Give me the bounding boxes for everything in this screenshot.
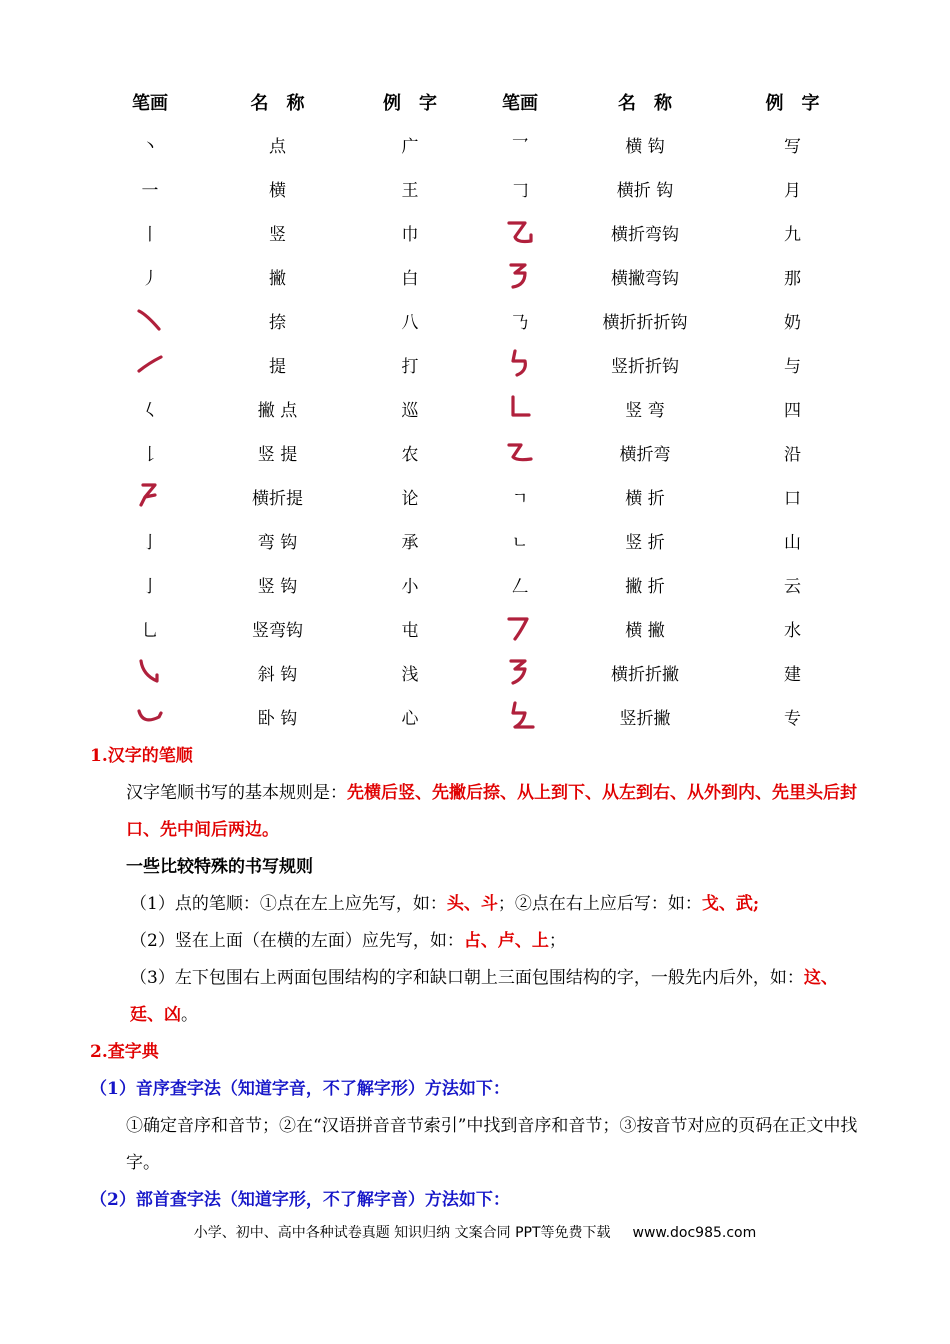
brush-stroke-icon xyxy=(503,215,537,249)
stroke-cell-2 xyxy=(475,430,565,474)
stroke-cell xyxy=(90,342,210,386)
stroke-name-cell: 点 xyxy=(269,136,286,157)
example-char-cell-2: 山 xyxy=(784,532,801,553)
example-char-cell-2: 那 xyxy=(784,268,801,289)
rules-text: 先横后竖、先撇后捺、从上到下、从左到右、从外到内、先里头后封口、先中间后两边。 xyxy=(126,783,857,840)
table-row xyxy=(90,650,860,694)
stroke-cell-2: 𠄎 xyxy=(511,312,529,333)
rule-1-text-b: ；②点在右上应后写：如： xyxy=(497,894,702,914)
stroke-cell: 丶 xyxy=(141,136,159,157)
example-char-cell: 白 xyxy=(401,268,419,289)
example-char-cell-2: 九 xyxy=(784,224,801,245)
example-char-cell-2: 口 xyxy=(784,488,801,509)
rule-1-example-a: 头、斗 xyxy=(446,894,498,914)
stroke-name-cell-2: 竖 折 xyxy=(625,532,665,553)
brush-stroke-icon xyxy=(133,347,167,381)
brush-stroke-icon xyxy=(503,259,537,293)
stroke-name-cell-2: 竖折折钩 xyxy=(611,356,679,377)
stroke-cell-2 xyxy=(475,210,565,254)
example-char-cell: 王 xyxy=(401,180,419,201)
method-2-title: （2）部首查字法（知道字形，不了解字音）方法如下： xyxy=(90,1190,510,1210)
stroke-name-cell-2: 横撇弯钩 xyxy=(611,268,679,289)
stroke-name-cell-2: 横折折折钩 xyxy=(602,312,688,333)
brush-stroke-icon xyxy=(133,699,167,733)
rule-2 xyxy=(90,923,860,960)
basic-rules xyxy=(90,775,860,849)
stroke-cell: 𡿨 xyxy=(141,400,159,421)
example-char-cell-2: 四 xyxy=(784,400,801,421)
stroke-cell-2 xyxy=(475,342,565,386)
example-char-cell: 巡 xyxy=(401,400,419,421)
stroke-name-cell-2: 横 撇 xyxy=(625,620,665,641)
table-row xyxy=(90,694,860,738)
stroke-name-cell: 撇 xyxy=(269,268,286,289)
example-char-cell: 农 xyxy=(401,444,419,465)
header-name-2: 名 称 xyxy=(618,93,672,114)
stroke-name-cell-2: 横折弯钩 xyxy=(611,224,679,245)
stroke-name-cell-2: 横 钩 xyxy=(625,136,665,157)
table-row xyxy=(90,254,860,298)
example-char-cell-2: 专 xyxy=(784,708,801,729)
stroke-cell-2 xyxy=(475,606,565,650)
table-row xyxy=(90,430,860,474)
table-row xyxy=(90,474,860,518)
stroke-cell-2: ㄴ xyxy=(511,532,529,553)
header-stroke-2: 笔画 xyxy=(502,93,538,114)
stroke-cell-2 xyxy=(475,254,565,298)
rule-3-example: 这、廷、凶 xyxy=(130,968,838,1025)
stroke-cell-2: ㄱ xyxy=(511,488,529,509)
stroke-name-cell-2: 撇 折 xyxy=(625,576,665,597)
stroke-cell: 丨 xyxy=(141,224,159,245)
stroke-name-cell-2: 横折折撇 xyxy=(611,664,679,685)
example-char-cell: 巾 xyxy=(401,224,419,245)
stroke-cell: 亅 xyxy=(141,532,159,553)
footer xyxy=(0,1222,950,1242)
brush-stroke-icon xyxy=(503,435,537,469)
stroke-name-cell: 弯 钩 xyxy=(257,532,298,553)
header-name: 名 称 xyxy=(250,93,305,114)
example-char-cell-2: 与 xyxy=(784,356,801,377)
table-row xyxy=(90,386,860,430)
rule-2-example: 占、卢、上 xyxy=(463,931,549,951)
rule-3-text: （3）左下包围右上两面包围结构的字和缺口朝上三面包围结构的字，一般先内后外，如： xyxy=(130,968,804,988)
footer-url[interactable]: www.doc985.com xyxy=(632,1225,757,1241)
stroke-name-cell-2: 横折弯 xyxy=(619,444,671,465)
stroke-cell-2: 𠃋 xyxy=(511,576,529,597)
example-char-cell-2: 建 xyxy=(784,664,801,685)
example-char-cell-2: 奶 xyxy=(784,312,801,333)
table-row xyxy=(90,122,860,166)
stroke-name-cell: 斜 钩 xyxy=(257,664,298,685)
table-row xyxy=(90,606,860,650)
stroke-cell: 𠄌 xyxy=(141,444,159,465)
stroke-cell: 亅 xyxy=(141,576,159,597)
stroke-name-cell-2: 横折 钩 xyxy=(616,180,674,201)
stroke-cell: 一 xyxy=(141,180,159,201)
stroke-name-cell: 竖 xyxy=(269,224,286,245)
footer-text: 小学、初中、高中各种试卷真题 知识归纳 文案合同 PPT等免费下载 xyxy=(193,1225,611,1241)
stroke-cell xyxy=(90,650,210,694)
example-char-cell: 八 xyxy=(401,312,419,333)
stroke-table xyxy=(90,82,860,738)
brush-stroke-icon xyxy=(503,699,537,733)
stroke-name-cell: 提 xyxy=(269,356,286,377)
brush-stroke-icon xyxy=(503,391,537,425)
header-stroke: 笔画 xyxy=(132,93,168,114)
stroke-name-cell-2: 竖折撇 xyxy=(619,708,671,729)
stroke-cell-2: 乛 xyxy=(511,136,529,157)
rule-1-text: （1）点的笔顺：①点在左上应先写，如： xyxy=(130,894,447,914)
stroke-name-cell: 撇 点 xyxy=(257,400,298,421)
rule-1-example-b: 戈、武; xyxy=(701,894,760,914)
rule-3 xyxy=(90,960,860,1034)
stroke-name-cell: 横 xyxy=(269,180,286,201)
section-title: 1.汉字的笔顺 xyxy=(90,746,193,766)
stroke-cell xyxy=(90,298,210,342)
table-row xyxy=(90,298,860,342)
table-row xyxy=(90,562,860,606)
rule-2-text: （2）竖在上面（在横的左面）应先写，如： xyxy=(130,931,464,951)
stroke-name-cell: 竖 提 xyxy=(257,444,298,465)
brush-stroke-icon xyxy=(133,655,167,689)
stroke-name-cell: 竖弯钩 xyxy=(252,620,303,641)
stroke-name-cell: 捺 xyxy=(269,312,286,333)
rule-1 xyxy=(90,886,860,923)
method-1-title: （1）音序查字法（知道字音，不了解字形）方法如下： xyxy=(90,1079,510,1099)
example-char-cell-2: 沿 xyxy=(784,444,801,465)
brush-stroke-icon xyxy=(133,303,167,337)
stroke-cell: 乚 xyxy=(141,620,159,641)
table-header-row xyxy=(90,82,860,122)
example-char-cell: 心 xyxy=(401,708,419,729)
brush-stroke-icon xyxy=(133,479,167,513)
stroke-cell: 丿 xyxy=(141,268,159,289)
section-stroke-order xyxy=(90,738,860,1219)
example-char-cell-2: 月 xyxy=(784,180,801,201)
stroke-name-cell: 竖 钩 xyxy=(257,576,298,597)
special-rules-title: 一些比较特殊的书写规则 xyxy=(126,857,313,877)
rule-2-end: ； xyxy=(548,931,566,951)
stroke-name-cell-2: 横 折 xyxy=(625,488,665,509)
stroke-name-cell-2: 竖 弯 xyxy=(625,400,665,421)
example-char-cell-2: 云 xyxy=(784,576,801,597)
table-row xyxy=(90,342,860,386)
example-char-cell-2: 写 xyxy=(784,136,801,157)
example-char-cell: 论 xyxy=(401,488,419,509)
brush-stroke-icon xyxy=(503,655,537,689)
stroke-cell-2 xyxy=(475,386,565,430)
example-char-cell: 广 xyxy=(401,136,419,157)
stroke-cell-2: 𠃌 xyxy=(511,180,529,201)
stroke-cell-2 xyxy=(475,650,565,694)
header-example-2: 例 字 xyxy=(765,93,820,114)
table-row xyxy=(90,210,860,254)
header-example: 例 字 xyxy=(383,93,437,114)
brush-stroke-icon xyxy=(503,347,537,381)
example-char-cell: 小 xyxy=(401,576,419,597)
stroke-cell-2 xyxy=(475,694,565,738)
example-char-cell: 屯 xyxy=(401,620,419,641)
brush-stroke-icon xyxy=(503,611,537,645)
example-char-cell: 浅 xyxy=(401,664,419,685)
stroke-cell xyxy=(90,694,210,738)
stroke-cell xyxy=(90,474,210,518)
method-1-body: ①确定音序和音节；②在“汉语拼音音节索引”中找到音序和音节；③按音节对应的页码在正文中找字。 xyxy=(126,1116,858,1173)
section-dictionary-title: 2.查字典 xyxy=(90,1042,159,1062)
rule-3-end: 。 xyxy=(181,1005,198,1025)
table-row xyxy=(90,518,860,562)
example-char-cell: 打 xyxy=(401,356,419,377)
table-row xyxy=(90,166,860,210)
stroke-name-cell: 卧 钩 xyxy=(257,708,298,729)
example-char-cell-2: 水 xyxy=(784,620,801,641)
rules-intro: 汉字笔顺书写的基本规则是： xyxy=(126,783,347,803)
stroke-name-cell: 横折提 xyxy=(252,488,303,509)
example-char-cell: 承 xyxy=(401,532,419,553)
